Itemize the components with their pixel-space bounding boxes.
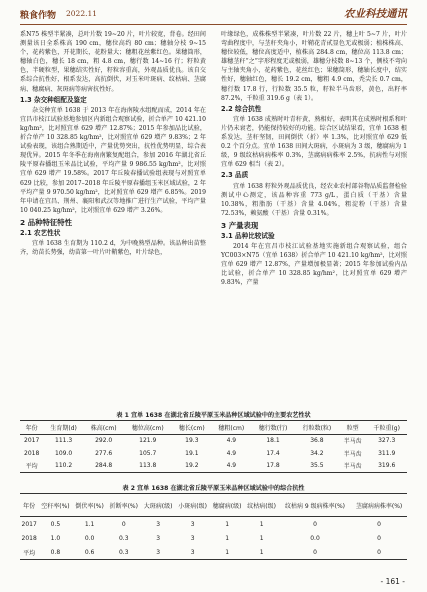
table-cell: 17.4 [266,449,280,457]
left-column [20,30,206,257]
table-cell: 292.0 [95,437,113,445]
paragraph: 宜单 1638 籽粒外观品质优良，经农业农村部谷物品质监督检验测试中心测定，该品种容重 773 g/L，蛋白质（干基）含量 10.38%，粗脂肪（干基）含量 4.04%，粗淀粉（干基）含量 72.53%，赖氨酸（干基）含量 0.31%。 [221,182,407,217]
column-header: 株高(cm) [90,424,117,432]
table-cell: 半马齿 [343,450,362,458]
table-cell: 4.9 [226,449,237,457]
page-number: - 161 - [380,577,405,586]
table-row [20,447,407,460]
table-cell: 0 [313,548,317,556]
column-header: 穗粗(cm) [218,424,245,432]
column-header: 穗腐病(级) [212,502,242,510]
table-cell: 327.3 [378,437,396,445]
paragraph: 叶缘绿色，成株株型半紧凑，叶片数 22 片，穗上叶 5~7 片，叶片弯曲程度中，与茎秆夹角小，叶鞘花青甙显色无或极弱；植株株高、穗位较低，穗位高度适中，植株高 284.8 cm，穗位高 113.8 cm；雄穗茎秆“之”字形程度无或极弱，雄穗分枝数 8~13 个，侧枝不弯向与主轴夹角小，花药紫色，花丝红色；果穗筒形，穗轴长度中，结实性好，穗轴红色，穗长 19.2 cm，穗粗 4.9 cm，秃尖长 0.7 cm，穗行数 17.8 行，行粒数 35.5 粒，籽粒半马齿形，黄色，出籽率 87.2%，千粒重 319.6 g（表 1）。 [221,31,407,102]
table-cell: 35.5 [310,462,324,470]
paragraph: 系N75 株型半紧凑，总叶片数 19~20 片，叶片较宽，背卷。经田间测量该日全系株高 190 cm，穗位高约 80 cm；穗轴分枝 9~15 个，花药紫色，开花期长，花粉量大；穗粗花丝紫红色。果穗筒形，穗轴白色，穗长 18 cm，粗 4.8 cm，穗行数 14~16 行；籽粒黄色，半硬粒型，果穗结实性好，籽粒容重高，外观品质优良。该自交系综合抗性好，根系发达，高抗倒伏，对玉米叶斑病、纹枯病、茎腐病、穗腐病、灰斑病等病害抗性好。 [20,31,206,93]
table-cell: 1 [225,534,230,542]
table-cell: 1.0 [50,534,61,542]
column-header: 生育期(d) [50,424,77,432]
table-cell: 1 [225,548,230,556]
table-cell: 0.0 [310,534,320,542]
section-heading: 2.2 综合抗性 [221,104,262,113]
table-cell: 105.7 [139,449,157,457]
journal-logo: 农业科技通讯 [344,8,407,20]
table-cell: 平均 [25,463,38,471]
table-cell: 3 [190,548,195,556]
agronomic-traits-table [20,420,407,473]
table-cell: 113.8 [139,462,157,470]
table-cell: 0.3 [118,534,129,542]
table-cell: 111.3 [55,437,73,445]
table-cell: 0 [313,520,317,528]
column-header: 纹枯病(级) [247,502,276,510]
table-row [20,434,407,447]
section-heading: 2 品种特征特性 [20,217,73,227]
table-cell: 36.8 [310,437,324,445]
table-cell: 110.2 [55,462,73,470]
table-cell: 3 [156,548,161,556]
page-header [20,6,407,25]
column-header: 年份 [25,424,38,432]
column-header: 纹枯病 9 级病株率(%) [285,502,346,510]
table-row [20,460,407,473]
column-header: 空秆率(%) [41,502,70,510]
disease-resistance-table [20,493,407,560]
table-cell: 121.9 [139,437,157,445]
section-heading: 3.1 品种比较试验 [221,231,275,240]
table-cell: 19.1 [185,449,199,457]
table-cell: 1 [259,548,264,556]
table-cell: 4.9 [226,437,237,445]
section-name: 粮食作物 [20,11,57,21]
table-cell: 0.6 [84,548,95,556]
table-cell: 19.3 [185,437,199,445]
column-header: 茎腐病病株率(%) [355,502,403,510]
table-row [20,517,407,532]
column-header: 穗行数(行) [258,424,288,432]
table-cell: 2018 [24,449,40,457]
table-cell: 1 [259,520,264,528]
column-header: 折断率(%) [109,502,138,510]
paragraph: 2014 年在宜昌市枝江试验基地实施新组合观察试验，组合 YC003×N75（宜单 1638）折合单产 10 421.10 kg/hm²，比对照宜单 629 增产 12.87%，产量增加极显著；2015 年参加试验内品比试验，折合单产 10 328.85 kg/hm²，比对照宜单 629 增产 9.83%，产量 [221,243,407,287]
table-cell: 0 [377,534,381,542]
table-cell: 半马齿 [343,438,362,446]
column-header: 倒伏率(%) [75,502,104,510]
table-cell: 3 [190,520,195,528]
table-row [20,531,407,545]
table-cell: 半马齿 [343,463,362,471]
table-cell: 2017 [24,437,40,445]
paragraph: 宜单 1638 生育期为 110.2 d，为中晚熟型品种。该品种出苗整齐，幼苗长势强，幼苗第一叶片叶鞘紫色，叶片绿色， [20,240,206,257]
column-header: 行粒数(粒) [302,424,332,432]
table-header-row [20,494,407,517]
table-cell: 1.1 [84,520,95,528]
table-caption: 表 2 宜单 1638 在湖北省丘陵平原玉米品种区域试验中的综合抗性 [122,485,305,492]
section-heading: 1.3 杂交种组配及鉴定 [20,95,87,104]
column-header: 大斑病(级) [143,502,173,510]
table-caption: 表 1 宜单 1638 在湖北省丘陵平原玉米品种区域试验中的主要农艺性状 [116,412,311,419]
table-cell: 277.6 [95,449,113,457]
table-cell: 109.0 [55,449,73,457]
table-cell: 0.8 [50,548,61,556]
column-header: 粒型 [346,424,359,432]
column-header: 穗位高(cm) [131,424,164,432]
column-header: 穗长(cm) [178,424,205,432]
table-cell: 1 [225,520,230,528]
journal-issue: 2022.11 [66,9,98,18]
table-row [20,545,407,560]
table-cell: 4.9 [226,462,237,470]
table-cell: 2018 [21,534,37,542]
paragraph: 杂交种宜单 1638 于 2013 年在海南陵水组配而成，2014 年在宜昌市枝江试验基地参加区内新组合观察试验，折合单产 10 421.10 kg/hm²，比对照宜单 629 增产 12.87%；2015 年参加品比试验，折合单产 10 328.85 kg/hm²，比对照宜单 629 增产 9.83%；2 年试验表现，该组合熟期适中，产量优势突出，抗性优势明显，综合表现优异。2015 年冬季在海南南繁复配组合，参加 2016 年湖北省丘陵平原春播组玉米品比试验，平均产量 9 986.55 kg/hm²，比对照宜单 629 增产 19.58%。2017 年丘陵春播试验组表现与对照宜单 629 比较，参加 2017–2018 年丘陵平原春播组玉米区域试验，2 年平均产量 9 970.50 kg/hm²，比对照宜单 629 增产 6.85%。2019 年申请在宜昌、荆州、襄阳和武汉等地推广进行生产试验，平均产量 10 040.25 kg/hm²，比对照宜单 629 增产 3.26%。 [20,106,206,214]
table-cell: 18.1 [266,437,280,445]
table-cell: 311.9 [378,449,396,457]
right-column [221,30,407,288]
table-cell: 0.5 [50,520,61,528]
table-cell: 284.8 [95,462,113,470]
table-cell: 0.3 [118,548,129,556]
column-header: 年份 [23,502,36,510]
paragraph: 宜单 1638 成熟时叶青秆黄，熟相好，表明其在成熟时根系和叶片仍未衰老，仍能保持较好的功能。综合区试结果看，宜单 1638 根系发达，茎秆坚韧，田间倒伏（折）率 1.3%，比对照宜单 629 低 0.2 个百分点。宜单 1638 田间大斑病，小斑病为 3 级，穗腐病为 1 级，9 级纹枯病病株率 0.3%，茎腐病病株率 2.5%，抗病性与对照宜单 629 相当（表 2）。 [221,115,407,169]
column-header: 小斑病(级) [178,502,207,510]
table-header-row [20,421,407,435]
table-cell: 19.2 [185,462,199,470]
section-heading: 3 产量表现 [221,220,259,230]
column-header: 千粒重(g) [373,424,400,432]
table-cell: 3 [156,520,161,528]
table-cell: 0 [377,520,381,528]
table-cell: 3 [190,534,195,542]
table-cell: 0 [377,548,381,556]
section-heading: 2.3 品质 [221,171,249,180]
table-cell: 平均 [23,549,36,557]
section-heading: 2.1 农艺性状 [20,228,61,237]
table-cell: 319.6 [378,462,396,470]
table-cell: 2017 [21,520,37,528]
table-cell: 0 [121,520,126,528]
table-cell: 3 [156,534,161,542]
table-cell: 34.2 [310,449,324,457]
table-cell: 17.8 [266,462,280,470]
table-cell: 0.0 [84,534,95,542]
table-cell: 1 [259,534,264,542]
